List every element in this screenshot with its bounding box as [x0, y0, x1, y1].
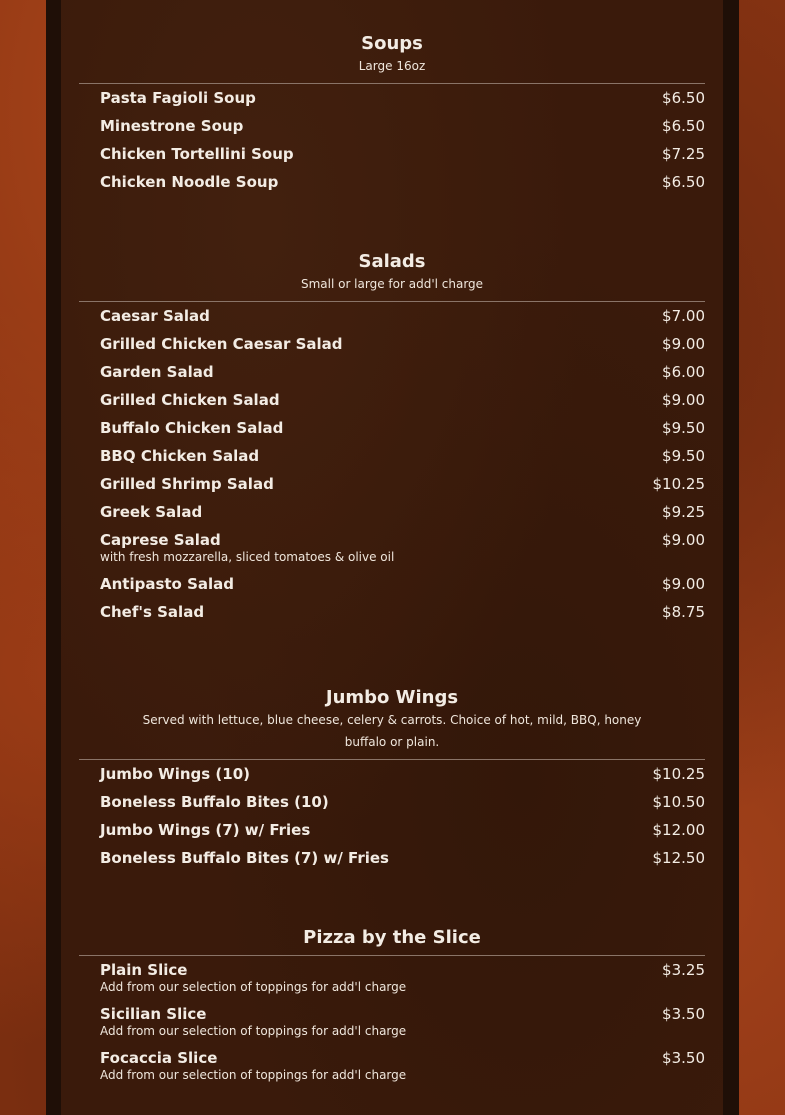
item-price: $3.50 — [662, 1005, 705, 1023]
menu-item — [100, 956, 705, 984]
item-name: BBQ Chicken Salad — [100, 447, 260, 465]
menu-item — [100, 526, 705, 554]
section-subtitle: Served with lettuce, blue cheese, celery & carrots. Choice of hot, mild, BBQ, honey buffalo or plain. — [142, 713, 642, 749]
item-price: $3.50 — [662, 1049, 705, 1067]
section-pizza-by-the-slice — [79, 927, 705, 1088]
item-price: $6.50 — [662, 89, 705, 107]
item-name: Boneless Buffalo Bites (10) — [100, 793, 329, 811]
item-description: with fresh mozzarella, sliced tomatoes & olive oil — [100, 550, 395, 564]
menu-item — [100, 168, 705, 196]
item-price: $8.75 — [662, 603, 705, 621]
item-name: Plain Slice — [100, 961, 188, 979]
section-soups — [79, 33, 705, 196]
item-price: $7.25 — [662, 145, 705, 163]
item-name: Chef's Salad — [100, 603, 205, 621]
item-price: $6.00 — [662, 363, 705, 381]
item-price: $6.50 — [662, 117, 705, 135]
menu-item — [100, 414, 705, 442]
menu-item — [100, 470, 705, 498]
item-price: $10.25 — [652, 765, 705, 783]
menu-item — [100, 1000, 705, 1028]
item-name: Chicken Tortellini Soup — [100, 145, 294, 163]
menu-item — [100, 598, 705, 626]
menu-item — [100, 570, 705, 598]
menu-item — [100, 112, 705, 140]
item-price: $6.50 — [662, 173, 705, 191]
item-description: Add from our selection of toppings for add'l charge — [100, 1068, 407, 1082]
item-name: Focaccia Slice — [100, 1049, 218, 1067]
menu-item — [100, 498, 705, 526]
item-price: $9.50 — [662, 419, 705, 437]
item-name: Caesar Salad — [100, 307, 210, 325]
item-description: Add from our selection of toppings for add'l charge — [100, 980, 407, 994]
menu-item — [100, 84, 705, 112]
menu-item — [100, 302, 705, 330]
section-subtitle: Small or large for add'l charge — [300, 277, 484, 291]
item-name: Greek Salad — [100, 503, 203, 521]
menu-item — [100, 788, 705, 816]
menu-item — [100, 140, 705, 168]
item-price: $3.25 — [662, 961, 705, 979]
section-title: Jumbo Wings — [325, 687, 459, 708]
menu-item — [100, 358, 705, 386]
item-name: Antipasto Salad — [100, 575, 235, 593]
item-name: Grilled Shrimp Salad — [100, 475, 274, 493]
section-subtitle: Large 16oz — [358, 59, 426, 73]
item-price: $9.00 — [662, 531, 705, 549]
menu-item — [100, 330, 705, 358]
item-name: Grilled Chicken Caesar Salad — [100, 335, 343, 353]
menu-item — [100, 386, 705, 414]
item-name: Jumbo Wings (7) w/ Fries — [100, 821, 311, 839]
item-name: Garden Salad — [100, 363, 214, 381]
item-name: Boneless Buffalo Bites (7) w/ Fries — [100, 849, 389, 867]
menu-item — [100, 844, 705, 872]
item-name: Pasta Fagioli Soup — [100, 89, 256, 107]
item-name: Sicilian Slice — [100, 1005, 207, 1023]
item-price: $9.25 — [662, 503, 705, 521]
menu-item — [100, 442, 705, 470]
item-price: $7.00 — [662, 307, 705, 325]
item-price: $10.25 — [652, 475, 705, 493]
item-price: $12.00 — [652, 821, 705, 839]
item-name: Minestrone Soup — [100, 117, 244, 135]
item-price: $9.00 — [662, 335, 705, 353]
item-price: $9.00 — [662, 391, 705, 409]
menu-item — [100, 816, 705, 844]
item-name: Caprese Salad — [100, 531, 221, 549]
item-name: Jumbo Wings (10) — [100, 765, 250, 783]
section-title: Salads — [358, 251, 426, 272]
section-salads — [79, 251, 705, 626]
section-jumbo-wings — [79, 687, 705, 872]
section-title: Soups — [361, 33, 423, 54]
item-name: Grilled Chicken Salad — [100, 391, 280, 409]
section-title: Pizza by the Slice — [303, 927, 481, 948]
item-name: Buffalo Chicken Salad — [100, 419, 284, 437]
menu-item — [100, 1044, 705, 1072]
item-price: $10.50 — [652, 793, 705, 811]
item-price: $9.50 — [662, 447, 705, 465]
item-price: $12.50 — [652, 849, 705, 867]
item-description: Add from our selection of toppings for add'l charge — [100, 1024, 407, 1038]
item-name: Chicken Noodle Soup — [100, 173, 279, 191]
item-price: $9.00 — [662, 575, 705, 593]
menu-item — [100, 760, 705, 788]
